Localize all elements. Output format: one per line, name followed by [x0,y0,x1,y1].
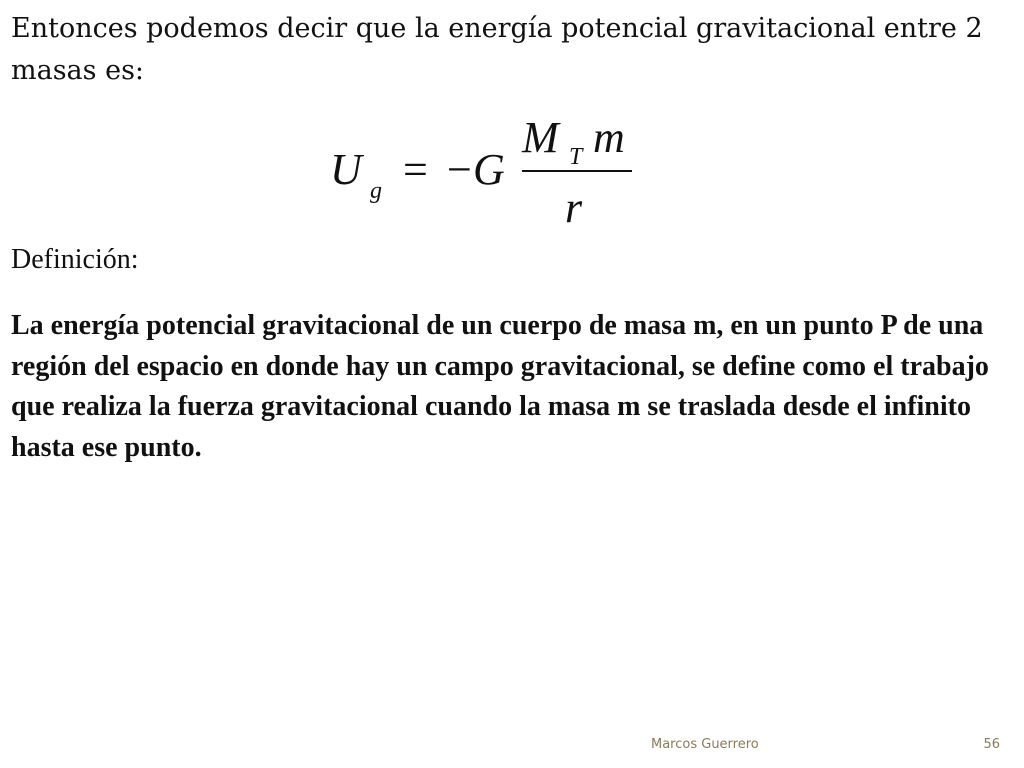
footer-page-number: 56 [983,737,1000,752]
formula-u-symbol: U [330,145,362,194]
formula-t-subscript: T [569,144,583,170]
footer-author: Marcos Guerrero [651,737,759,752]
formula-equals-sign: = [403,145,428,194]
formula-g-subscript: g [370,178,382,204]
formula-mass-m-upper: M [522,113,559,162]
formula-mass-m-lower: m [593,113,625,162]
formula-minus-sign: − [447,145,472,194]
formula-g-constant: G [473,145,505,194]
intro-text: Entonces podemos decir que la energía potencial gravitacional entre 2 masas es: [11,13,983,86]
definition-heading: Definición: [11,244,139,275]
formula-graphic [330,108,650,238]
definition-body: La energía potencial gravitacional de un cuerpo de masa m, en un punto P de una región del espacio en donde hay un campo gravitacional, se define como el trabajo que realiza la fuerza gravitacional cuando la masa m se traslada desde el infinito hasta ese punto. [11,310,989,463]
formula-r-denominator: r [565,183,583,232]
potential-energy-formula [330,108,650,238]
